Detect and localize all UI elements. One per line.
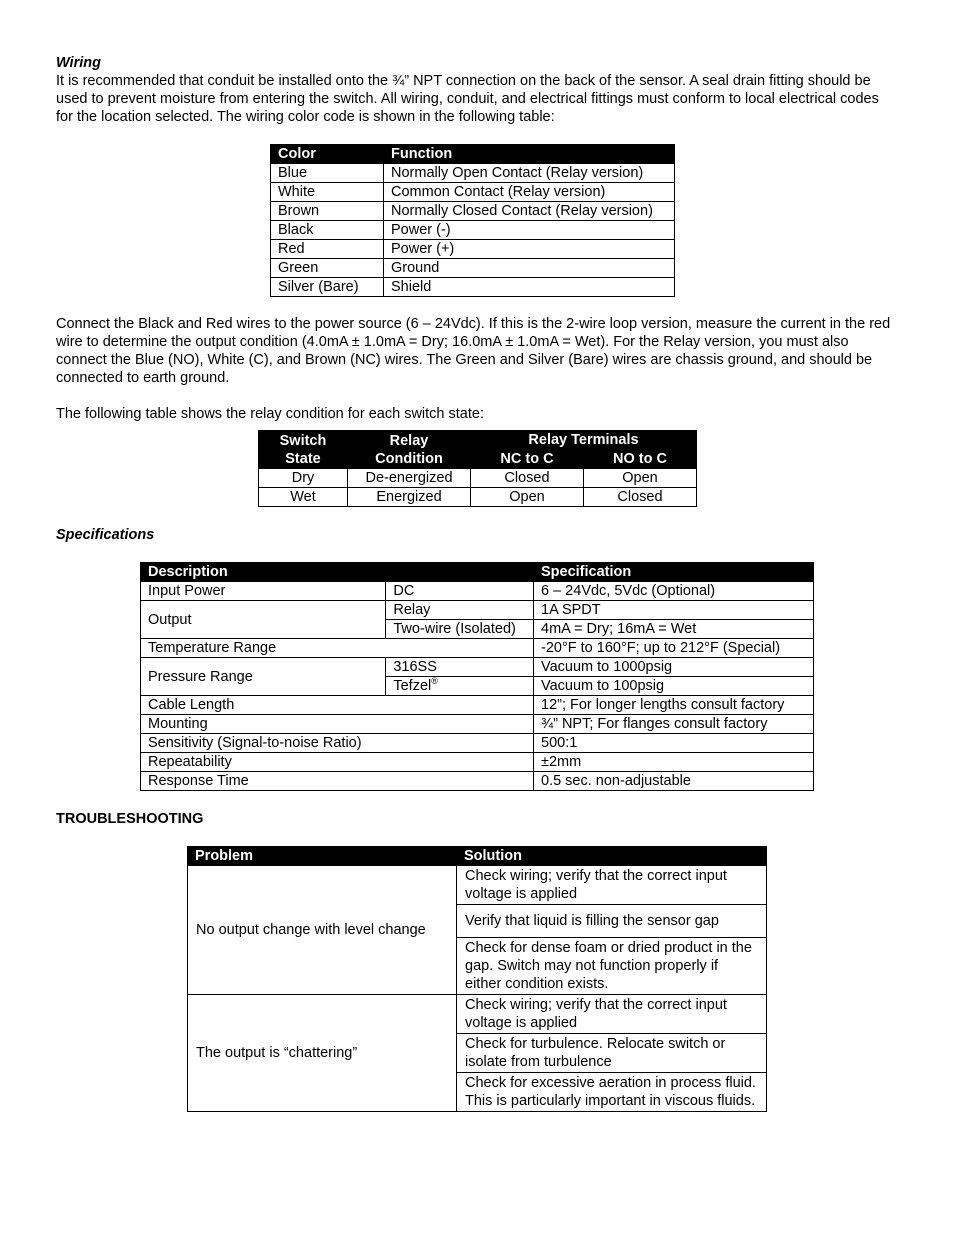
troubleshooting-title: TROUBLESHOOTING [56,811,204,827]
table-row [271,221,675,240]
registered-mark: ® [431,676,438,687]
table-row [271,183,675,202]
specification-cell: 4mA = Dry; 16mA = Wet [534,620,814,639]
table-row [141,696,814,715]
column-header-solution: Solution [457,847,767,866]
solution-cell: Check for dense foam or dried product in the gap. Switch may not function properly if either condition exists. [457,938,767,995]
table-row [141,734,814,753]
specification-cell: ¾” NPT; For flanges consult factory [534,715,814,734]
column-header-problem: Problem [188,847,457,866]
cell: Dry [259,469,348,488]
cell: Closed [471,469,584,488]
specifications-table [140,562,814,791]
specification-cell: -20°F to 160°F; up to 212°F (Special) [534,639,814,658]
header-line: Relay [389,432,429,449]
column-header-specification: Specification [534,563,814,582]
function-cell: Shield [384,278,675,297]
table-row [141,582,814,601]
sub-description-cell: 316SS [386,658,534,677]
table-row [271,164,675,183]
table-header-row [271,145,675,164]
column-header-description: Description [141,563,534,582]
header-line: Switch [279,432,327,449]
table-row [141,658,814,677]
table-row [259,488,697,507]
specification-cell: 500:1 [534,734,814,753]
function-cell: Power (+) [384,240,675,259]
color-cell: Brown [271,202,384,221]
cell: Energized [348,488,471,507]
table-row [141,601,814,620]
color-cell: Green [271,259,384,278]
specification-cell: 1A SPDT [534,601,814,620]
column-header-nc-to-c: NC to C [471,450,584,469]
table-row [271,202,675,221]
description-cell: Sensitivity (Signal-to-noise Ratio) [141,734,534,753]
solution-cell: Check for turbulence. Relocate switch or isolate from turbulence [457,1034,767,1073]
description-cell: Cable Length [141,696,534,715]
problem-cell: The output is “chattering” [188,995,457,1112]
specification-cell: Vacuum to 1000psig [534,658,814,677]
description-cell: Mounting [141,715,534,734]
cell: Open [584,469,697,488]
function-cell: Common Contact (Relay version) [384,183,675,202]
table-row [188,995,767,1034]
table-row [141,753,814,772]
table-header-row [141,563,814,582]
column-header-relay-condition [348,431,471,469]
table-header-row [259,431,697,450]
solution-cell: Check for excessive aeration in process fluid. This is particularly important in viscous fluids. [457,1073,767,1112]
color-cell: Black [271,221,384,240]
header-line: State [285,450,321,467]
column-header-function: Function [384,145,675,164]
description-cell: Output [141,601,386,639]
function-cell: Normally Open Contact (Relay version) [384,164,675,183]
table-row [188,866,767,905]
table-row [141,715,814,734]
cell: De-energized [348,469,471,488]
sub-description-cell: Two-wire (Isolated) [386,620,534,639]
cell: Open [471,488,584,507]
document-page [56,54,896,1112]
tefzel-label: Tefzel [393,678,432,694]
troubleshooting-table [187,846,767,1112]
description-cell: Temperature Range [141,639,534,658]
wiring-color-table [270,144,675,297]
column-header-color: Color [271,145,384,164]
description-cell: Response Time [141,772,534,791]
specification-cell: Vacuum to 100psig [534,677,814,696]
solution-cell: Verify that liquid is filling the sensor gap [457,905,767,938]
cell: Wet [259,488,348,507]
description-cell: Pressure Range [141,658,386,696]
table-row [141,772,814,791]
solution-cell: Check wiring; verify that the correct input voltage is applied [457,995,767,1034]
specification-cell: ±2mm [534,753,814,772]
color-cell: Silver (Bare) [271,278,384,297]
function-cell: Normally Closed Contact (Relay version) [384,202,675,221]
connect-paragraph: Connect the Black and Red wires to the power source (6 – 24Vdc). If this is the 2-wire loop version, measure the current in the red wire to determine the output condition (4.0mA ± 1.0mA = Dry; 16.0mA ± 1.0mA = Wet). For the Relay version, you must also connect the Blue (NO), White (C), and Brown (NC) wires. The Green and Silver (Bare) wires are chassis ground, and should be connected to earth ground. [56,316,891,386]
header-line: Condition [375,450,443,467]
specification-cell: 12”; For longer lengths consult factory [534,696,814,715]
table-row [271,240,675,259]
specification-cell: 6 – 24Vdc, 5Vdc (Optional) [534,582,814,601]
column-header-switch-state [259,431,348,469]
problem-cell: No output change with level change [188,866,457,995]
wiring-intro: It is recommended that conduit be installed onto the ¾” NPT connection on the back of the sensor. A seal drain fitting should be used to prevent moisture from entering the switch. All wiring, conduit, and electrical fittings must conform to local electrical codes for the location selected. The wiring color code is shown in the following table: [56,73,879,125]
description-cell: Repeatability [141,753,534,772]
sub-description-cell [386,677,534,696]
solution-cell: Check wiring; verify that the correct input voltage is applied [457,866,767,905]
wiring-title: Wiring [56,55,101,71]
specification-cell: 0.5 sec. non-adjustable [534,772,814,791]
table-row [271,278,675,297]
relay-intro: The following table shows the relay condition for each switch state: [56,406,484,422]
relay-condition-table [258,430,697,507]
column-header-relay-terminals: Relay Terminals [471,431,697,450]
table-row [259,469,697,488]
specifications-title: Specifications [56,527,155,543]
color-cell: Red [271,240,384,259]
sub-description-cell: Relay [386,601,534,620]
color-cell: Blue [271,164,384,183]
function-cell: Ground [384,259,675,278]
table-header-row [188,847,767,866]
table-row [141,639,814,658]
description-cell: Input Power [141,582,386,601]
column-header-no-to-c: NO to C [584,450,697,469]
sub-description-cell: DC [386,582,534,601]
table-row [271,259,675,278]
color-cell: White [271,183,384,202]
function-cell: Power (-) [384,221,675,240]
cell: Closed [584,488,697,507]
